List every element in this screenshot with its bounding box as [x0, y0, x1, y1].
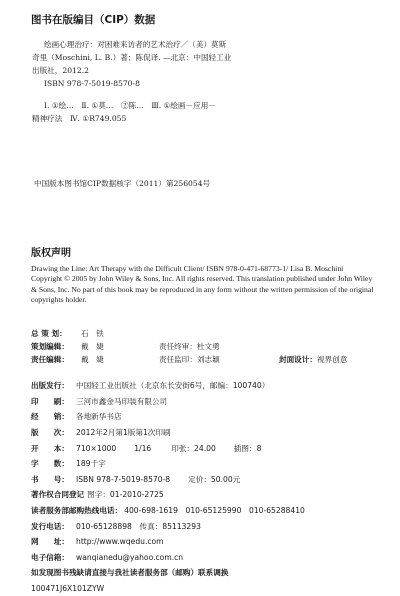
- isbn-label: 书 号：: [31, 474, 69, 484]
- cip-line: [44, 90, 231, 99]
- pub-row: [31, 378, 376, 394]
- website: http://www.wqedu.com: [76, 537, 164, 547]
- cip-line: 绘画心理治疗：对困难来访者的艺术治疗／（美）莫斯: [44, 40, 227, 49]
- planning-editor: 戴 婕: [81, 342, 104, 351]
- planning-editor-label: 策划编辑：: [31, 342, 69, 351]
- format-label: 开 本：: [31, 443, 69, 453]
- pub-row: [31, 518, 376, 534]
- supervisor: 刘志颖: [196, 355, 220, 364]
- cip-approval-number: 中国版本图书馆CIP数据核字（2011）第256054号: [34, 179, 211, 188]
- pub-row: [31, 550, 376, 566]
- pub-row: [31, 472, 376, 488]
- cip-line: 出版社，2012.2: [32, 66, 89, 75]
- copyright-heading: 版权声明: [31, 248, 71, 259]
- publisher-label: 出版发行：: [31, 381, 69, 391]
- credits-row: [31, 327, 376, 340]
- supervisor-label: 责任监印：: [159, 355, 197, 364]
- printer: 三河市鑫金马印装有限公司: [76, 396, 168, 406]
- credits-row: [31, 340, 376, 353]
- website-label: 网 址：: [31, 537, 69, 547]
- distributor: 各地新华书店: [76, 412, 122, 422]
- sheets-label: 印张：: [171, 443, 195, 453]
- pub-row: [31, 487, 376, 503]
- sales-phone: 010-65128898 传真：85113293: [76, 521, 201, 531]
- pub-row: [31, 503, 376, 519]
- credits-block: [31, 327, 376, 366]
- cip-line: 奇里（Moschini, L. B.）著；陈侃译. —北京：中国轻工业: [32, 53, 232, 62]
- plates-label: 插图：: [233, 443, 257, 453]
- reader-service-label: 读者服务部邮购热线电话：: [31, 506, 123, 516]
- edition-label: 版 次：: [31, 428, 69, 438]
- pub-row: [31, 456, 376, 472]
- chief-planner: 石 铁: [81, 329, 104, 338]
- price-label: 定价：: [188, 474, 211, 484]
- cover-designer: 视界创意: [316, 355, 348, 364]
- email: wanqianedu@yahoo.com.cn: [76, 552, 184, 562]
- reader-service-phones: 400-698-1619 010-65125990 010-65288410: [124, 506, 305, 516]
- copyright-text: Drawing the Line: Art Therapy with the Difficult Client/ ISBN 978-0-471-68773-1/ Lisa B. Moschini Copyright © 2005 by John Wiley & Sons, Inc. All rights reserved. This translation published under John Wiley & Sons, Inc. No part of this book may be reproduced in any form without the written permission of the original copyrights holder.: [31, 264, 374, 304]
- copyright-registration-label: 著作权合同登记: [31, 490, 85, 500]
- edition: 2012年2月第1版第1次印刷: [76, 428, 171, 438]
- pub-row: [31, 425, 376, 441]
- replacement-notice: 如发现图书残缺请直接与我社读者服务部（邮购）联系调换: [31, 568, 229, 578]
- cip-line: ISBN 978-7-5019-8570-8: [44, 79, 140, 88]
- final-review: 杜文勇: [196, 342, 220, 351]
- pub-row: [31, 409, 376, 425]
- cover-label: 封面设计：: [279, 355, 317, 364]
- chief-planner-label: 总 策 划：: [31, 329, 67, 338]
- book-code: 100471J6X101ZYW: [31, 584, 105, 594]
- cip-line: 精神疗法 Ⅳ. ①R749.055: [32, 114, 127, 123]
- format: 710×1000: [76, 443, 117, 453]
- editor: 戴 婕: [81, 355, 104, 364]
- publication-block: [31, 378, 376, 596]
- pub-row: [31, 581, 376, 596]
- words: 189千字: [76, 459, 106, 469]
- format-fold: 1/16: [134, 443, 152, 453]
- printer-label: 印 刷：: [31, 396, 69, 406]
- editor-label: 责任编辑：: [31, 355, 69, 364]
- plates: 8: [256, 443, 262, 453]
- cip-heading: 图书在版编目（CIP）数据: [31, 14, 156, 26]
- email-label: 电子信箱：: [31, 552, 69, 562]
- cip-record: [32, 38, 232, 125]
- pub-row: [31, 394, 376, 410]
- cip-line: Ⅰ. ①绘… Ⅱ. ①莫… ②陈… Ⅲ. ①绘画－应用－: [44, 101, 216, 110]
- pub-row: [31, 534, 376, 550]
- publisher: 中国轻工业出版社（北京东长安街6号，邮编：100740）: [76, 381, 270, 391]
- final-review-label: 责任终审：: [159, 342, 197, 351]
- pub-row: [31, 440, 376, 456]
- sheets: 24.00: [194, 443, 216, 453]
- copyright-registration: 图字：01-2010-2725: [87, 490, 164, 500]
- distributor-label: 经 销：: [31, 412, 69, 422]
- pub-row: [31, 565, 376, 581]
- sales-phone-label: 发行电话：: [31, 521, 69, 531]
- price: 50.00元: [210, 474, 241, 484]
- isbn: ISBN 978-7-5019-8570-8: [76, 474, 171, 484]
- credits-row: [31, 353, 376, 366]
- words-label: 字 数：: [31, 459, 69, 469]
